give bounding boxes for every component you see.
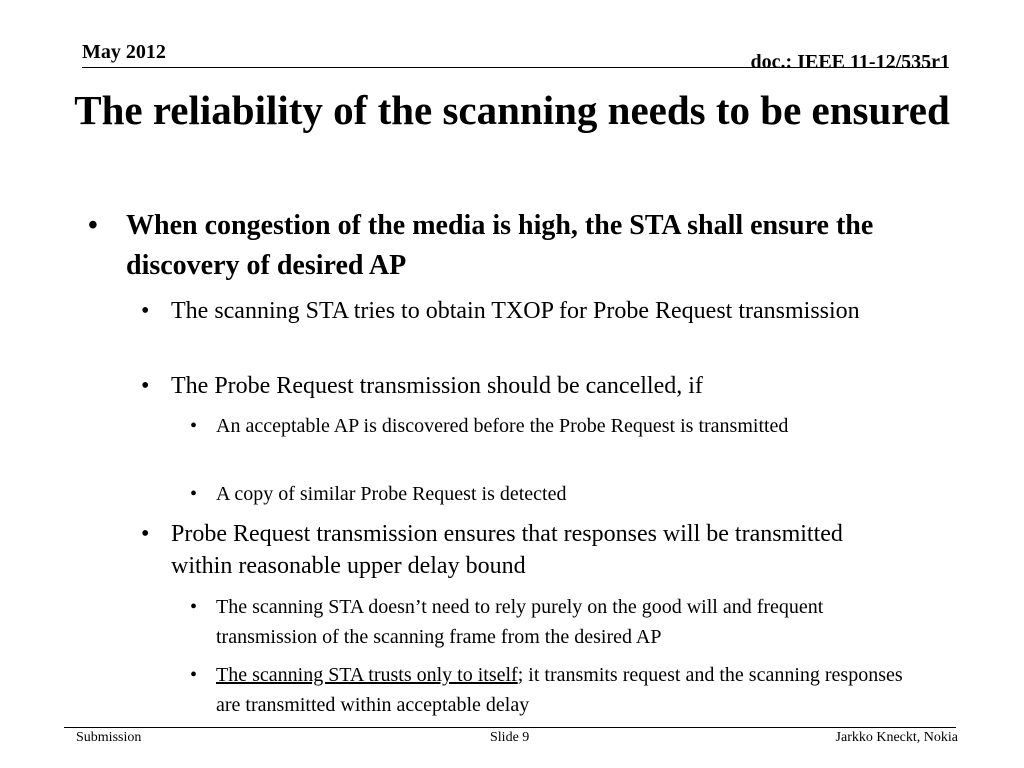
bullet-text-underlined: The scanning STA trusts only to itself <box>216 664 518 686</box>
bullet-level3 <box>190 660 916 720</box>
slide-title: The reliability of the scanning needs to be ensured <box>74 87 950 133</box>
bullet-level2 <box>141 370 871 402</box>
bullet-glyph: • <box>141 521 150 547</box>
bullet-text: When congestion of the media is high, the STA shall ensure the discovery of desired AP <box>126 210 874 281</box>
bullet-text: The scanning STA tries to obtain TXOP for Probe Request transmission <box>171 298 860 324</box>
bullet-level2 <box>141 295 871 327</box>
header-date: May 2012 <box>82 41 166 63</box>
bullet-level3 <box>190 592 916 652</box>
bullet-level3 <box>190 479 916 509</box>
bullet-text: Probe Request transmission ensures that responses will be transmitted within reasonable upper delay bound <box>171 521 843 579</box>
bullet-glyph: • <box>190 596 198 618</box>
bullet-glyph: • <box>88 210 98 241</box>
bullet-text: An acceptable AP is discovered before the Probe Request is transmitted <box>216 415 789 437</box>
bullet-text: A copy of similar Probe Request is detected <box>216 483 567 505</box>
bullet-level3 <box>190 411 916 441</box>
bullet-level1 <box>88 206 916 286</box>
bullet-glyph: • <box>190 483 198 505</box>
footer-rule <box>64 727 956 728</box>
bullet-text: ; it transmits request and the scanning responses are transmitted within acceptable delay <box>216 664 903 716</box>
header-rule <box>82 67 948 68</box>
bullet-glyph: • <box>190 415 198 437</box>
footer-slide-number: Slide 9 <box>490 730 530 745</box>
footer-author: Jarkko Kneckt, Nokia <box>835 730 958 745</box>
header-doc-id: doc.: IEEE 11-12/535r1 <box>750 51 950 73</box>
bullet-glyph: • <box>141 373 150 399</box>
footer-submission: Submission <box>76 730 142 745</box>
bullet-text: The scanning STA doesn’t need to rely purely on the good will and frequent transmission of the scanning frame from the desired AP <box>216 596 824 648</box>
bullet-glyph: • <box>190 664 198 686</box>
bullet-level2 <box>141 518 871 582</box>
bullet-glyph: • <box>141 298 150 324</box>
bullet-text: The Probe Request transmission should be cancelled, if <box>171 373 703 399</box>
